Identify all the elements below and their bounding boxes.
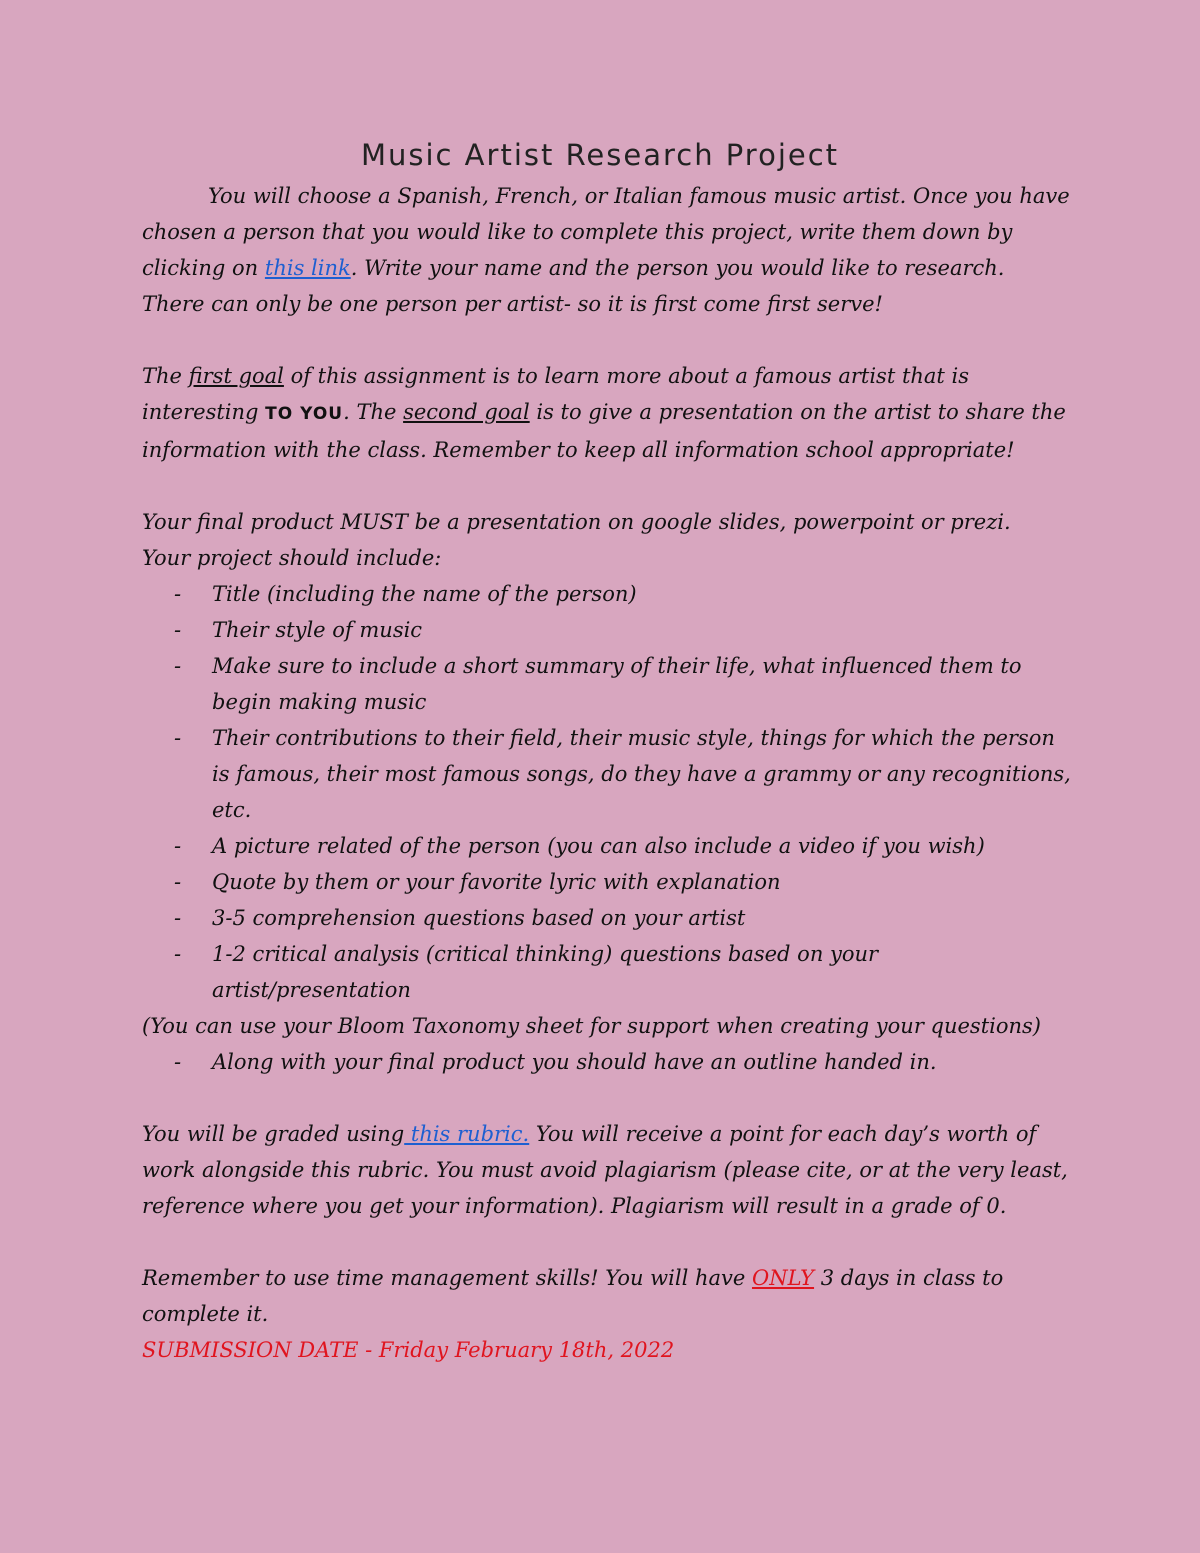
grading-text-2: You will receive a point for each day’s worth of work alongside this rubric. You must avoid plagiarism (please cite, or at the very least, reference where you get your information). Plagiarism will result in a grade of 0. — [142, 1122, 1068, 1218]
rubric-link[interactable]: this rubric. — [404, 1122, 530, 1146]
dash-bullet: - — [174, 726, 182, 750]
second-goal-label: second goal — [403, 400, 530, 424]
spacer — [142, 1080, 1072, 1116]
to-you-emphasis: TO YOU — [265, 404, 344, 424]
list-item-text: Title (including the name of the person) — [212, 582, 637, 606]
list-item — [142, 864, 1072, 900]
list-item-text: Their contributions to their field, their music style, things for which the person is famous, their most famous songs, do they have a grammy or any recognitions, etc. — [212, 726, 1071, 822]
goals-text-4: is to give a presentation on the artist to share the information with the class. Remember to keep all information school appropriate! — [142, 400, 1066, 462]
product-line-2: Your project should include: — [142, 546, 442, 570]
intro-paragraph — [142, 178, 1072, 322]
page-title: Music Artist Research Project — [360, 138, 840, 172]
dash-bullet: - — [174, 906, 182, 930]
goals-text-3: . The — [343, 400, 404, 424]
intro-text-1: You will choose a Spanish, French, or Italian famous music artist. Once you have chosen a person that you would like to complete this project, write them down by clicking on — [142, 184, 1070, 280]
list-item-text: Make sure to include a short summary of their life, what influenced them to begin making music — [212, 654, 1022, 714]
document-body — [142, 178, 1072, 1368]
first-goal-label: first goal — [188, 364, 284, 388]
dash-bullet: - — [174, 618, 182, 642]
time-paragraph — [142, 1260, 1072, 1332]
dash-bullet: - — [174, 654, 182, 678]
list-item — [142, 720, 1072, 828]
list-item — [142, 828, 1072, 864]
outline-list — [142, 1044, 1072, 1080]
dash-bullet: - — [174, 942, 182, 966]
time-text-1: Remember to use time management skills! You will have — [142, 1266, 752, 1290]
list-item-text: 3-5 comprehension questions based on your artist — [212, 906, 746, 930]
dash-bullet: - — [174, 870, 182, 894]
list-item — [142, 648, 1072, 720]
list-item — [142, 936, 1072, 1008]
dash-bullet: - — [174, 582, 182, 606]
list-item-text: Along with your final product you should have an outline handed in. — [212, 1050, 937, 1074]
goals-text-1: The — [142, 364, 189, 388]
list-item-text: A picture related of the person (you can also include a video if you wish) — [212, 834, 985, 858]
dash-bullet: - — [174, 1050, 182, 1074]
requirements-list — [142, 576, 1072, 1008]
list-item — [142, 1044, 1072, 1080]
list-item-text: 1-2 critical analysis (critical thinking) questions based on your artist/presentation — [212, 942, 879, 1002]
spacer — [142, 1224, 1072, 1260]
dash-bullet: - — [174, 834, 182, 858]
submission-date: SUBMISSION DATE - Friday February 18th, 2022 — [142, 1338, 675, 1362]
bloom-note: (You can use your Bloom Taxonomy sheet for support when creating your questions) — [142, 1014, 1042, 1038]
signup-link[interactable]: this link — [264, 256, 351, 280]
list-item — [142, 576, 1072, 612]
grading-text-1: You will be graded using — [142, 1122, 405, 1146]
product-line-1: Your final product MUST be a presentation on google slides, powerpoint or prezi. — [142, 510, 1011, 534]
list-item — [142, 612, 1072, 648]
grading-paragraph — [142, 1116, 1072, 1224]
goals-text-2: of this assignment is to learn more about a famous artist that is interesting — [142, 364, 970, 424]
spacer — [142, 322, 1072, 358]
spacer — [142, 468, 1072, 504]
list-item-text: Their style of music — [212, 618, 423, 642]
only-emphasis: ONLY — [751, 1266, 815, 1290]
list-item — [142, 900, 1072, 936]
list-item-text: Quote by them or your favorite lyric with explanation — [212, 870, 781, 894]
time-text-2: 3 days in class to complete it. — [142, 1266, 1004, 1326]
intro-text-2: . Write your name and the person you would like to research. There can only be one person per artist- so it is first come first serve! — [142, 256, 1005, 316]
goals-paragraph — [142, 358, 1072, 468]
